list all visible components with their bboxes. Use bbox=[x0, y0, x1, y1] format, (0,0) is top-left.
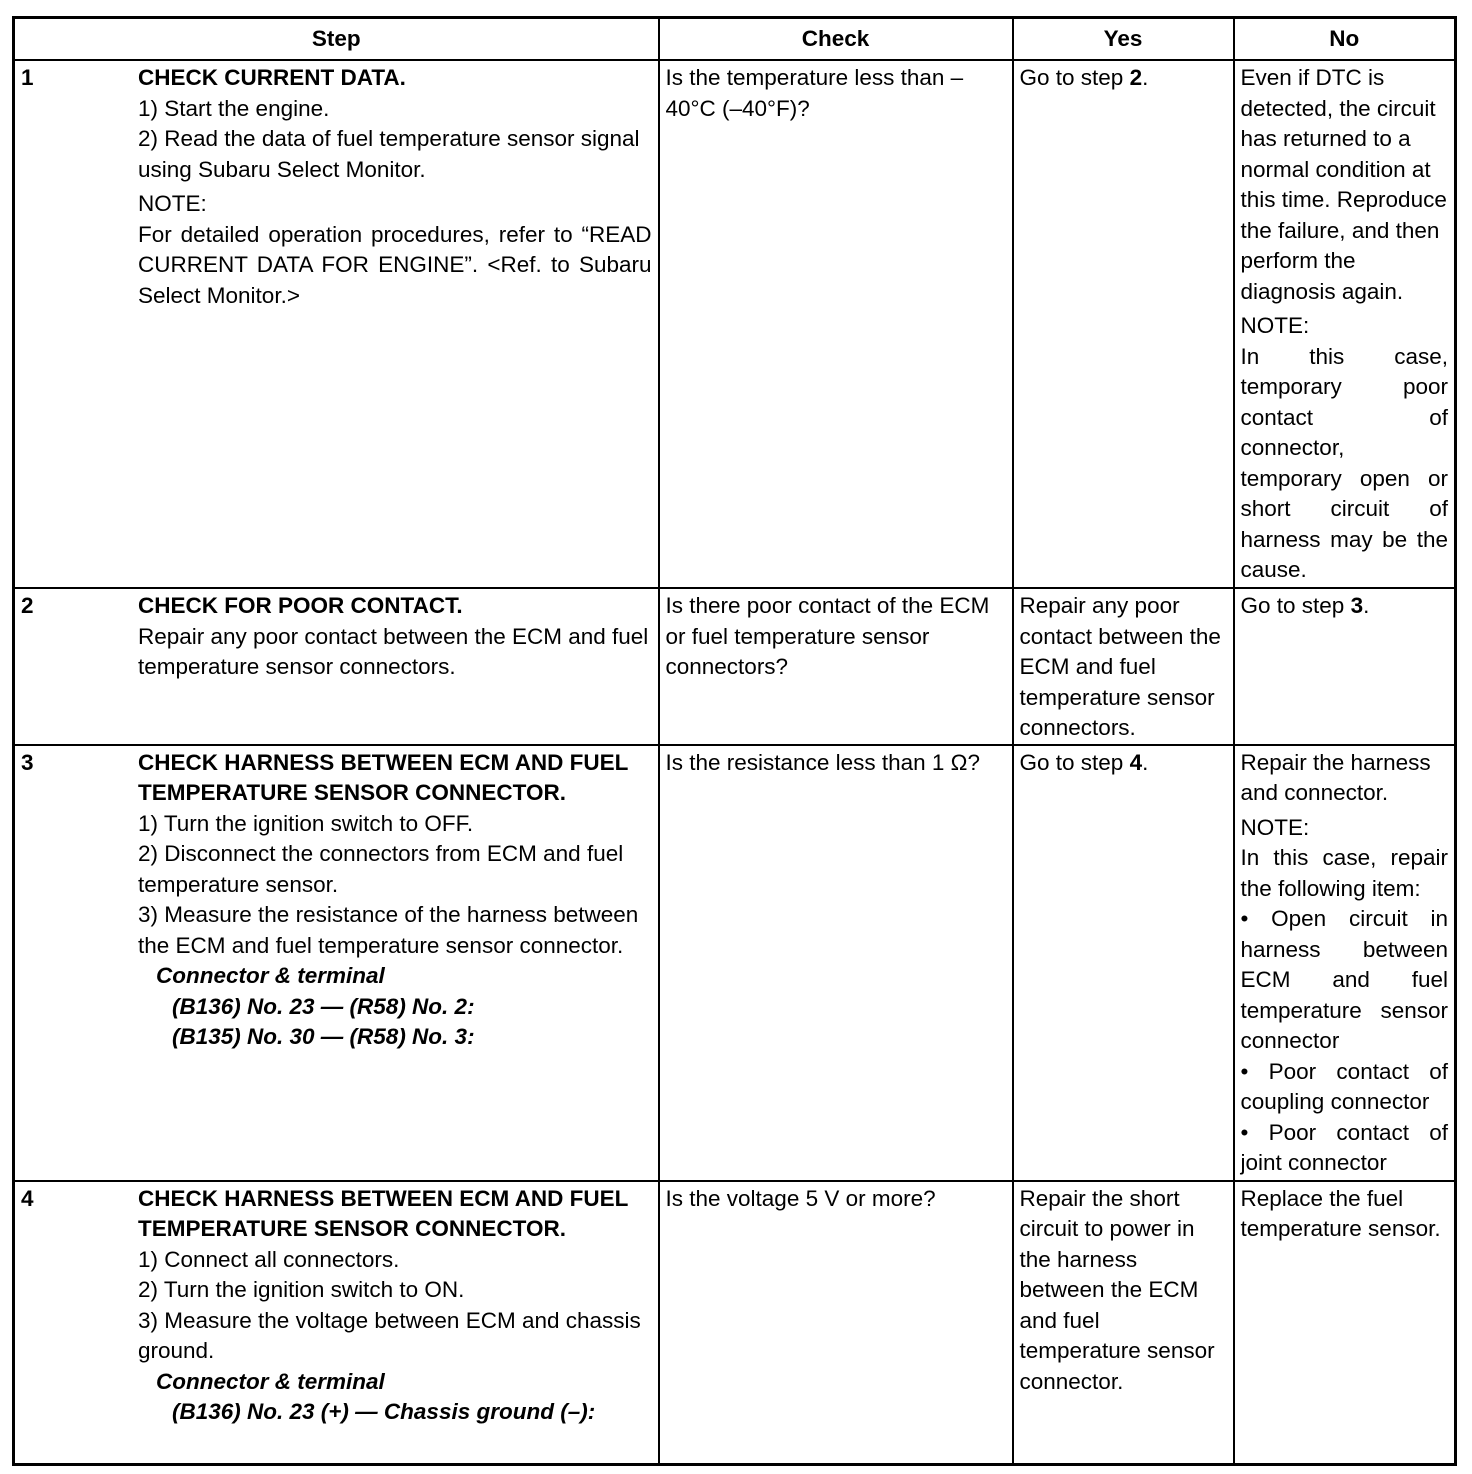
step-line: 1) Turn the ignition switch to OFF. bbox=[138, 810, 474, 836]
yes-step: 2 bbox=[1129, 65, 1143, 90]
yes-cell bbox=[1013, 60, 1234, 588]
step-title: CHECK FOR POOR CONTACT. bbox=[138, 593, 463, 618]
step-number: 1 bbox=[21, 65, 34, 90]
no-note-label: NOTE: bbox=[1240, 313, 1310, 338]
table-row bbox=[14, 745, 1456, 1181]
no-item: • Poor contact of joint connector bbox=[1240, 1119, 1448, 1175]
header-step: Step bbox=[14, 18, 659, 61]
yes-suffix: . bbox=[1142, 749, 1149, 775]
check-cell: Is there poor contact of the ECM or fuel temperature sensor connectors? bbox=[659, 588, 1013, 745]
header-row bbox=[14, 18, 1456, 61]
no-item: • Poor contact of coupling connector bbox=[1240, 1058, 1448, 1114]
step-cell bbox=[14, 60, 659, 588]
step-cell bbox=[14, 588, 659, 745]
no-note-text: In this case, repair the following item: bbox=[1240, 845, 1448, 901]
step-number: 4 bbox=[21, 1185, 34, 1211]
yes-suffix: . bbox=[1142, 65, 1149, 90]
note-label: NOTE: bbox=[138, 191, 207, 216]
step-cell bbox=[14, 745, 659, 1181]
header-no: No bbox=[1234, 18, 1456, 61]
step-line: 1) Connect all connectors. bbox=[138, 1246, 400, 1272]
yes-prefix: Go to step bbox=[1019, 749, 1130, 775]
no-note-label: NOTE: bbox=[1240, 814, 1310, 840]
step-text: Repair any poor contact between the ECM and fuel temperature sensor connectors. bbox=[138, 623, 649, 679]
yes-prefix: Go to step bbox=[1019, 65, 1130, 90]
connector-label: Connector & terminal bbox=[156, 963, 385, 988]
step-cell bbox=[14, 1181, 659, 1465]
no-cell bbox=[1234, 60, 1456, 588]
terminal-line: (B136) No. 23 (+) — Chassis ground (–): bbox=[172, 1399, 596, 1424]
no-step: 3 bbox=[1350, 593, 1364, 618]
note-text: For detailed operation procedures, refer to “READ CURRENT DATA FOR ENGINE”. <Ref. to Subaru Select Monitor.> bbox=[138, 221, 652, 308]
diagnostic-table bbox=[12, 16, 1457, 1466]
table-row bbox=[14, 1181, 1456, 1465]
no-text: Even if DTC is detected, the circuit has returned to a normal condition at this time. Reproduce the failure, and then perform the diagnosis again. bbox=[1240, 65, 1447, 304]
connector-label: Connector & terminal bbox=[156, 1368, 385, 1394]
step-title: CHECK HARNESS BETWEEN ECM AND FUEL TEMPERATURE SENSOR CONNECTOR. bbox=[138, 749, 629, 805]
no-note-text: In this case, temporary poor contact of connector, temporary open or short circuit of harness may be the cause. bbox=[1240, 343, 1448, 582]
step-line: 3) Measure the voltage between ECM and chassis ground. bbox=[138, 1307, 641, 1363]
no-text: Repair the harness and connector. bbox=[1240, 749, 1431, 805]
yes-step: 4 bbox=[1129, 749, 1143, 775]
no-item: • Open circuit in harness between ECM and fuel temperature sensor connector bbox=[1240, 906, 1448, 1053]
table-row bbox=[14, 588, 1456, 745]
table-row bbox=[14, 60, 1456, 588]
step-line: 2) Turn the ignition switch to ON. bbox=[138, 1277, 465, 1302]
no-cell bbox=[1234, 745, 1456, 1181]
step-line: 1) Start the engine. bbox=[138, 95, 330, 121]
step-title: CHECK CURRENT DATA. bbox=[138, 65, 406, 90]
terminal-line: (B136) No. 23 — (R58) No. 2: bbox=[172, 993, 475, 1019]
no-cell: Replace the fuel temperature sensor. bbox=[1234, 1181, 1456, 1465]
check-cell: Is the resistance less than 1 Ω? bbox=[659, 745, 1013, 1181]
check-cell: Is the temperature less than –40°C (–40°F)? bbox=[659, 60, 1013, 588]
step-title: CHECK HARNESS BETWEEN ECM AND FUEL TEMPERATURE SENSOR CONNECTOR. bbox=[138, 1185, 629, 1241]
no-suffix: . bbox=[1363, 593, 1370, 618]
no-prefix: Go to step bbox=[1240, 593, 1351, 618]
check-cell: Is the voltage 5 V or more? bbox=[659, 1181, 1013, 1465]
yes-cell: Repair any poor contact between the ECM and fuel temperature sensor connectors. bbox=[1013, 588, 1234, 745]
step-number: 3 bbox=[21, 749, 34, 775]
step-number: 2 bbox=[21, 593, 34, 618]
yes-cell: Repair the short circuit to power in the harness between the ECM and fuel temperature sensor connector. bbox=[1013, 1181, 1234, 1465]
step-line: 2) Disconnect the connectors from ECM and fuel temperature sensor. bbox=[138, 841, 624, 897]
no-cell bbox=[1234, 588, 1456, 745]
header-check: Check bbox=[659, 18, 1013, 61]
step-line: 2) Read the data of fuel temperature sensor signal using Subaru Select Monitor. bbox=[138, 126, 640, 182]
yes-cell bbox=[1013, 745, 1234, 1181]
step-line: 3) Measure the resistance of the harness between the ECM and fuel temperature sensor connector. bbox=[138, 902, 639, 958]
terminal-line: (B135) No. 30 — (R58) No. 3: bbox=[172, 1024, 475, 1049]
header-yes: Yes bbox=[1013, 18, 1234, 61]
